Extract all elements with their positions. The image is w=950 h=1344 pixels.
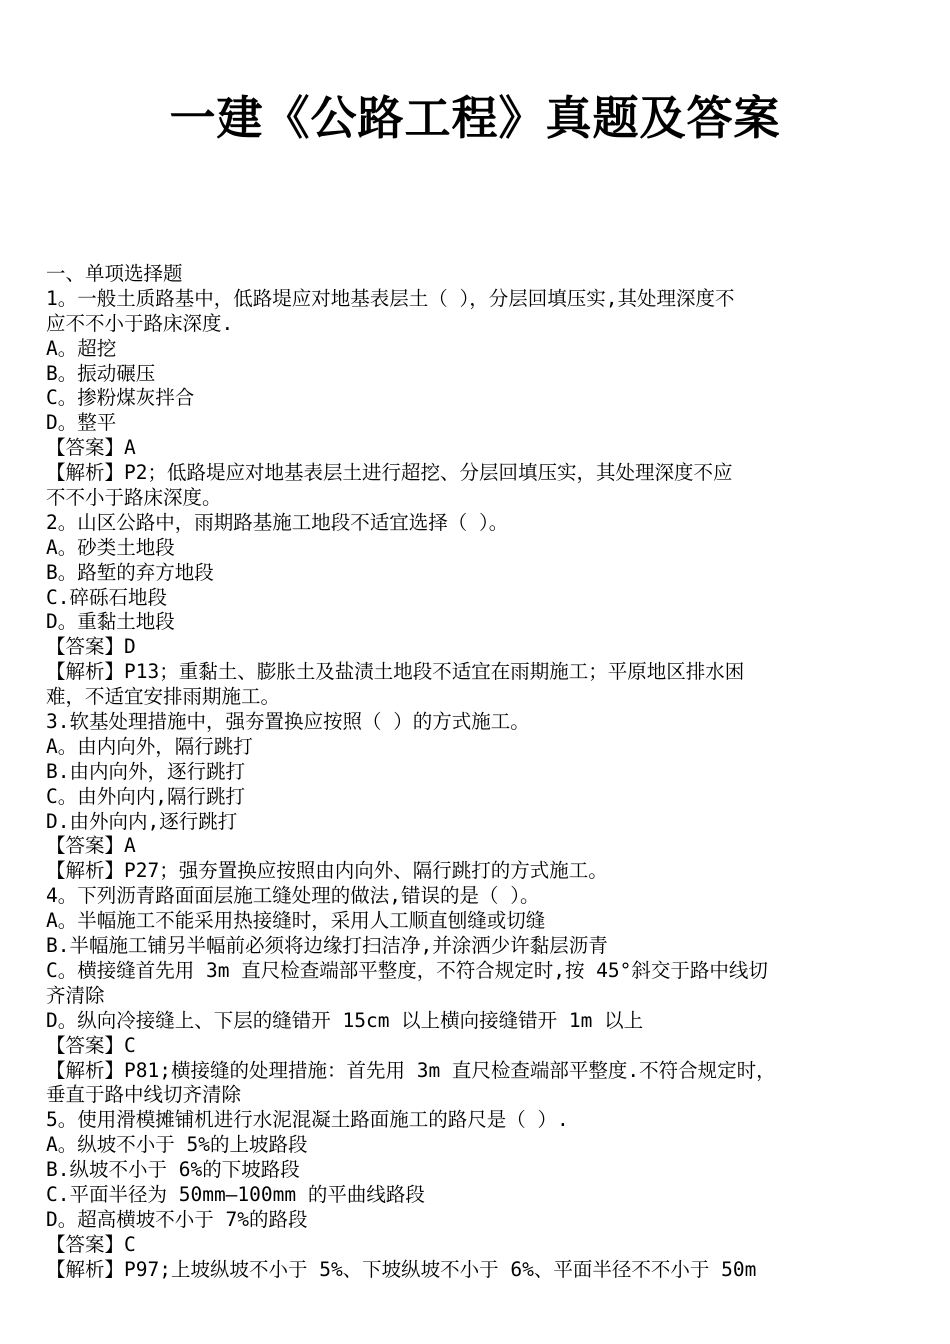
answer-text: 【答案】C — [46, 1033, 136, 1057]
option-text: A。由内向外，隔行跳打 — [46, 734, 253, 758]
option-text: B。振动碾压 — [46, 361, 156, 385]
option-text: A。超挖 — [46, 336, 117, 360]
document-body — [46, 262, 908, 1283]
option-text: D。整平 — [46, 411, 117, 435]
option-text: D.由外向内,逐行跳打 — [46, 809, 238, 833]
option-text: A。半幅施工不能采用热接缝时，采用人工顺直刨缝或切缝 — [46, 909, 546, 933]
explanation-text: 【解析】P13；重黏土、膨胀土及盐渍土地段不适宜在雨期施工；平原地区排水困 — [46, 660, 745, 684]
question-text: 3.软基处理措施中，强夯置换应按照（ ）的方式施工。 — [46, 710, 530, 734]
option-text: D。重黏土地段 — [46, 610, 175, 634]
explanation-text: 垂直于路中线切齐清除 — [46, 1083, 242, 1107]
explanation-text: 【解析】P27；强夯置换应按照由内向外、隔行跳打的方式施工。 — [46, 859, 608, 883]
option-text: C。由外向内,隔行跳打 — [46, 784, 245, 808]
option-text: B.半幅施工铺另半幅前必须将边缘打扫洁净,并涂洒少许黏层沥青 — [46, 934, 608, 958]
page-title: 一建《公路工程》真题及答案 — [169, 91, 781, 145]
option-text: B.纵坡不小于 6%的下坡路段 — [46, 1158, 300, 1182]
explanation-text: 【解析】P97;上坡纵坡不小于 5%、下坡纵坡不小于 6%、平面半径不不小于 50m — [46, 1257, 757, 1281]
explanation-text: 不不小于路床深度。 — [46, 486, 222, 510]
option-text: A。砂类土地段 — [46, 535, 175, 559]
answer-text: 【答案】A — [46, 834, 136, 858]
question-text: 5。使用滑模摊铺机进行水泥混凝土路面施工的路尺是（ ）. — [46, 1108, 569, 1132]
option-text: D。超高横坡不小于 7%的路段 — [46, 1207, 308, 1231]
option-text: C.平面半径为 50mm—100mm 的平曲线路段 — [46, 1182, 425, 1206]
explanation-text: 【解析】P81;横接缝的处理措施：首先用 3m 直尺检查端部平整度.不符合规定时， — [46, 1058, 776, 1082]
option-text: 齐清除 — [46, 983, 105, 1007]
option-text: A。纵坡不小于 5%的上坡路段 — [46, 1133, 308, 1157]
answer-text: 【答案】D — [46, 635, 136, 659]
explanation-text: 难，不适宜安排雨期施工。 — [46, 685, 281, 709]
option-text: C。横接缝首先用 3m 直尺检查端部平整度，不符合规定时,按 45°斜交于路中线切 — [46, 958, 768, 982]
answer-text: 【答案】C — [46, 1232, 136, 1256]
question-text: 2。山区公路中，雨期路基施工地段不适宜选择（ ）。 — [46, 510, 509, 534]
question-text: 应不不小于路床深度. — [46, 311, 234, 335]
section-heading: 一、单项选择题 — [46, 262, 183, 285]
option-text: D。纵向冷接缝上、下层的缝错开 15cm 以上横向接缝错开 1m 以上 — [46, 1008, 644, 1032]
option-text: C.碎砾石地段 — [46, 585, 167, 609]
option-text: B.由内向外，逐行跳打 — [46, 759, 245, 783]
question-text: 4。下列沥青路面面层施工缝处理的做法,错误的是（ ）。 — [46, 884, 540, 908]
option-text: B。路堑的弃方地段 — [46, 560, 214, 584]
answer-text: 【答案】A — [46, 436, 136, 460]
option-text: C。掺粉煤灰拌合 — [46, 386, 195, 410]
question-text: 1。一般土质路基中，低路堤应对地基表层土（ ），分层回填压实,其处理深度不 — [46, 286, 735, 310]
explanation-text: 【解析】P2；低路堤应对地基表层土进行超挖、分层回填压实，其处理深度不应 — [46, 461, 733, 485]
